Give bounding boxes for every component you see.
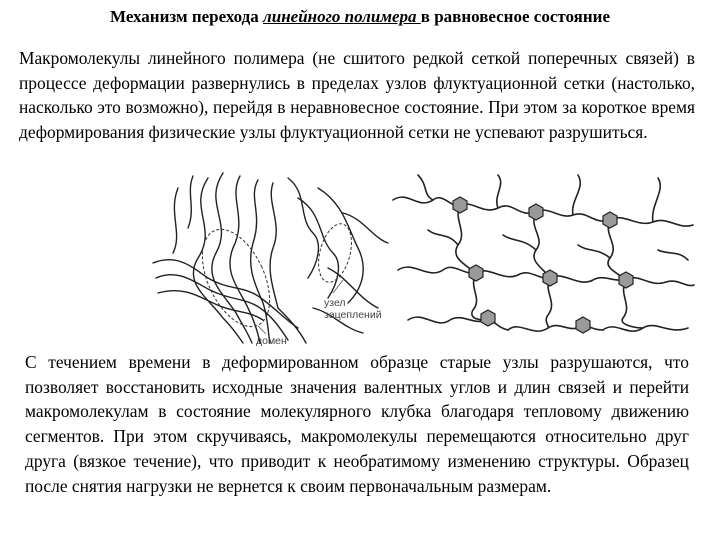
paragraph-deformation: Макромолекулы линейного полимера (не сшитого редкой сеткой поперечных связей) в процессе деформации развернулись в пределах узлов флуктуационной сетки (настолько, насколько это возможно), перейдя в неравновесное состояние. При этом за короткое время деформирования физические узлы флуктуационной сетки не успевают разрушиться. <box>19 48 695 142</box>
title-suffix: в равновесное состояние <box>420 7 610 26</box>
label-domain: домен <box>256 335 287 346</box>
title-underlined: линейного полимера <box>263 7 421 26</box>
paragraph-relaxation: С течением времени в деформированном образце старые узлы разрушаются, что позволяет восстановить исходные значения валентных углов и длин связей и перейти макромолекулам в состояние молекулярного клубка благодаря тепловому движению сегментов. При этом скручиваясь, макромолекулы перемещаются относительно друг друга (вязкое течение), что приводит к необратимому изменению структуры. Образец после снятия нагрузки не вернется к своим первоначальным размерам. <box>25 352 689 496</box>
label-node-line2: зацеплений <box>324 309 382 321</box>
label-node-line1: узел <box>324 297 346 309</box>
oriented-chains-figure <box>148 168 393 346</box>
title-prefix: Механизм перехода <box>110 7 264 26</box>
fluctuation-network-figure <box>388 170 698 345</box>
page-title <box>0 6 720 28</box>
